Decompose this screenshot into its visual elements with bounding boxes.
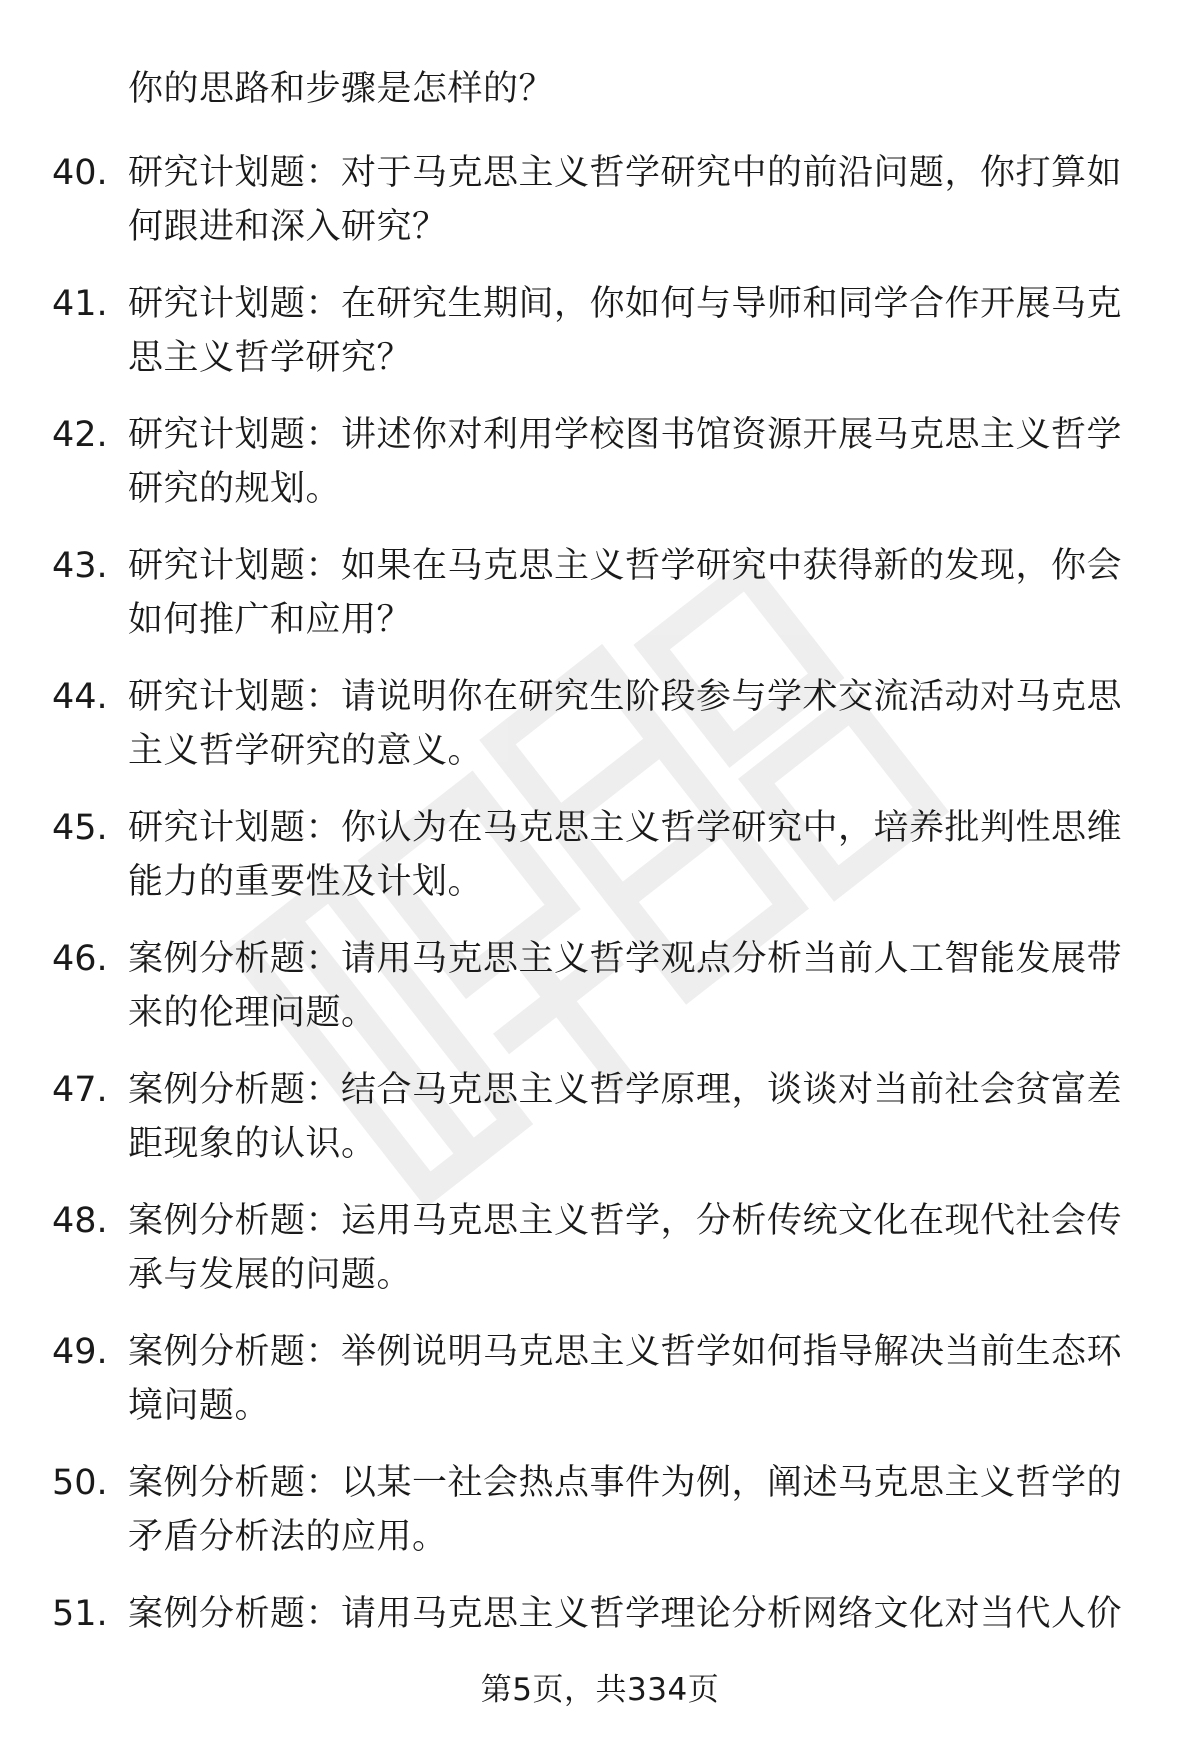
question-text: 案例分析题：结合马克思主义哲学原理，谈谈对当前社会贫富差距现象的认识。 bbox=[128, 1070, 1123, 1164]
question-item bbox=[0, 801, 1200, 932]
question-number: 51. bbox=[52, 1594, 108, 1634]
question-number: 41. bbox=[52, 284, 108, 324]
question-text: 案例分析题：请用马克思主义哲学理论分析网络文化对当代人价 bbox=[128, 1594, 1123, 1634]
question-text: 案例分析题：举例说明马克思主义哲学如何指导解决当前生态环境问题。 bbox=[128, 1332, 1123, 1426]
question-item bbox=[0, 277, 1200, 408]
question-text: 研究计划题：你认为在马克思主义哲学研究中，培养批判性思维能力的重要性及计划。 bbox=[128, 808, 1123, 902]
question-text: 案例分析题：运用马克思主义哲学，分析传统文化在现代社会传承与发展的问题。 bbox=[128, 1201, 1123, 1295]
question-text: 研究计划题：如果在马克思主义哲学研究中获得新的发现，你会如何推广和应用？ bbox=[128, 546, 1123, 640]
question-item bbox=[0, 932, 1200, 1063]
continuation-text: 你的思路和步骤是怎样的？ bbox=[128, 69, 555, 109]
question-item bbox=[0, 539, 1200, 670]
question-number: 48. bbox=[52, 1201, 108, 1241]
question-number: 50. bbox=[52, 1463, 108, 1503]
question-number: 44. bbox=[52, 677, 108, 717]
question-item bbox=[0, 146, 1200, 277]
question-text: 研究计划题：请说明你在研究生阶段参与学术交流活动对马克思主义哲学研究的意义。 bbox=[128, 677, 1123, 771]
question-number: 47. bbox=[52, 1070, 108, 1110]
question-number: 46. bbox=[52, 939, 108, 979]
question-number: 43. bbox=[52, 546, 108, 586]
page-footer: 第5页，共334页 bbox=[480, 1672, 720, 1708]
question-text: 研究计划题：在研究生期间，你如何与导师和同学合作开展马克思主义哲学研究？ bbox=[128, 284, 1123, 378]
question-item bbox=[0, 670, 1200, 801]
question-item bbox=[0, 1456, 1200, 1587]
question-item bbox=[0, 1194, 1200, 1325]
question-list bbox=[0, 146, 1200, 1718]
question-text: 研究计划题：对于马克思主义哲学研究中的前沿问题，你打算如何跟进和深入研究？ bbox=[128, 153, 1123, 247]
question-text: 研究计划题：讲述你对利用学校图书馆资源开展马克思主义哲学研究的规划。 bbox=[128, 415, 1123, 509]
question-item bbox=[0, 408, 1200, 539]
question-number: 42. bbox=[52, 415, 108, 455]
question-item bbox=[0, 1325, 1200, 1456]
question-item bbox=[0, 1063, 1200, 1194]
question-text: 案例分析题：请用马克思主义哲学观点分析当前人工智能发展带来的伦理问题。 bbox=[128, 939, 1123, 1033]
question-number: 40. bbox=[52, 153, 108, 193]
question-number: 45. bbox=[52, 808, 108, 848]
question-number: 49. bbox=[52, 1332, 108, 1372]
question-text: 案例分析题：以某一社会热点事件为例，阐述马克思主义哲学的矛盾分析法的应用。 bbox=[128, 1463, 1123, 1557]
